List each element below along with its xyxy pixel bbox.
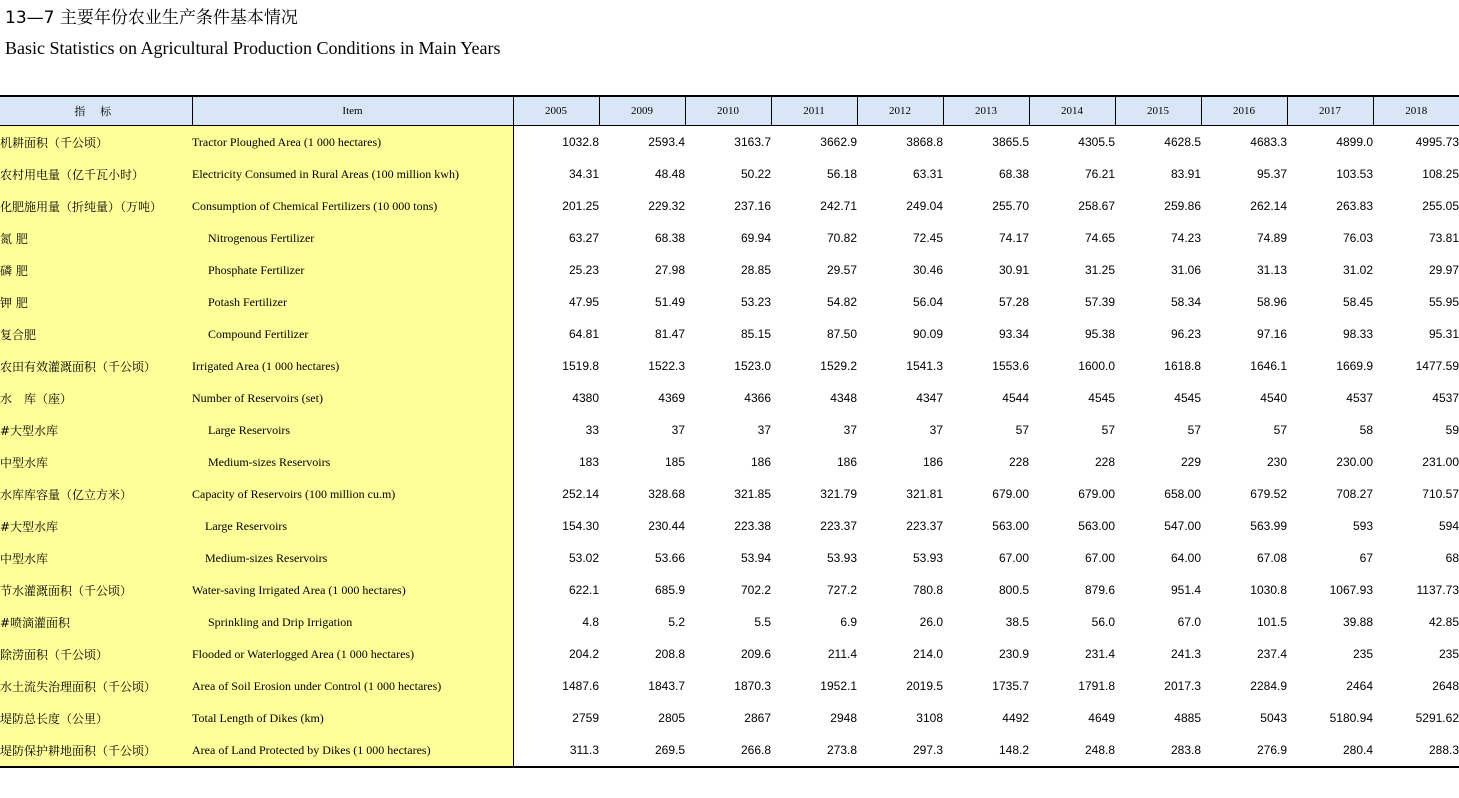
value-cell: 76.03 bbox=[1342, 231, 1373, 245]
header-year: 2018 bbox=[1373, 96, 1459, 126]
value-cell: 223.37 bbox=[820, 519, 857, 533]
value-cell: 2805 bbox=[658, 711, 685, 725]
value-cell: 231.4 bbox=[1084, 647, 1115, 661]
value-cell: 328.68 bbox=[648, 487, 685, 501]
value-cell: 1519.8 bbox=[562, 359, 599, 373]
row-label-english: Compound Fertilizer bbox=[192, 318, 513, 350]
value-cell: 53.93 bbox=[912, 551, 943, 565]
row-label-chinese: 复合肥 bbox=[0, 318, 192, 350]
value-cell: 229.32 bbox=[648, 199, 685, 213]
value-cell: 38.5 bbox=[1005, 615, 1029, 629]
value-cell: 321.81 bbox=[906, 487, 943, 501]
value-cell: 93.34 bbox=[998, 327, 1029, 341]
value-cell: 83.91 bbox=[1170, 167, 1201, 181]
value-cell: 229 bbox=[1180, 455, 1201, 469]
value-cell: 31.02 bbox=[1342, 263, 1373, 277]
value-cell: 58.96 bbox=[1256, 295, 1287, 309]
row-label-chinese: #大型水库 bbox=[0, 510, 192, 542]
value-cell: 76.21 bbox=[1084, 167, 1115, 181]
value-cell: 97.16 bbox=[1256, 327, 1287, 341]
row-label-chinese: 中型水库 bbox=[0, 542, 192, 574]
row-label-chinese: 中型水库 bbox=[0, 446, 192, 478]
value-cell: 209.6 bbox=[740, 647, 771, 661]
value-cell: 48.48 bbox=[654, 167, 685, 181]
header-year: 2009 bbox=[599, 96, 685, 126]
row-label-english: Tractor Ploughed Area (1 000 hectares) bbox=[192, 126, 513, 159]
value-cell: 57 bbox=[1101, 423, 1115, 437]
row-label-chinese: #喷滴灌面积 bbox=[0, 606, 192, 638]
value-cell: 255.05 bbox=[1422, 199, 1459, 213]
value-cell: 154.30 bbox=[562, 519, 599, 533]
value-cell: 96.23 bbox=[1170, 327, 1201, 341]
value-cell: 283.8 bbox=[1115, 734, 1201, 767]
row-label-english: Irrigated Area (1 000 hectares) bbox=[192, 350, 513, 382]
header-year: 2013 bbox=[943, 96, 1029, 126]
value-cell: 311.3 bbox=[513, 734, 599, 767]
value-cell: 1487.6 bbox=[562, 679, 599, 693]
value-cell: 228 bbox=[1008, 455, 1029, 469]
value-cell: 211.4 bbox=[827, 647, 857, 661]
row-label-english: Area of Land Protected by Dikes (1 000 hectares) bbox=[192, 734, 513, 767]
value-cell: 2593.4 bbox=[648, 135, 685, 149]
value-cell: 74.89 bbox=[1256, 231, 1287, 245]
value-cell: 5180.94 bbox=[1329, 711, 1373, 725]
table-row bbox=[0, 190, 1459, 222]
value-cell: 51.49 bbox=[654, 295, 685, 309]
value-cell: 297.3 bbox=[857, 734, 943, 767]
value-cell: 702.2 bbox=[740, 583, 771, 597]
value-cell: 1791.8 bbox=[1078, 679, 1115, 693]
value-cell: 547.00 bbox=[1164, 519, 1201, 533]
row-label-english: Potash Fertilizer bbox=[192, 286, 513, 318]
value-cell: 53.94 bbox=[740, 551, 771, 565]
value-cell: 269.5 bbox=[599, 734, 685, 767]
table-row bbox=[0, 542, 1459, 574]
value-cell: 594 bbox=[1438, 519, 1459, 533]
value-cell: 204.2 bbox=[568, 647, 599, 661]
value-cell: 1843.7 bbox=[648, 679, 685, 693]
row-label-english: Electricity Consumed in Rural Areas (100 million kwh) bbox=[192, 158, 513, 190]
value-cell: 230.00 bbox=[1336, 455, 1373, 469]
value-cell: 679.52 bbox=[1250, 487, 1287, 501]
table-row bbox=[0, 478, 1459, 510]
value-cell: 101.5 bbox=[1256, 615, 1287, 629]
value-cell: 259.86 bbox=[1164, 199, 1201, 213]
value-cell: 63.31 bbox=[912, 167, 943, 181]
value-cell: 4540 bbox=[1260, 391, 1287, 405]
table-row bbox=[0, 638, 1459, 670]
value-cell: 1529.2 bbox=[820, 359, 857, 373]
value-cell: 4544 bbox=[1002, 391, 1029, 405]
value-cell: 4348 bbox=[830, 391, 857, 405]
value-cell: 27.98 bbox=[654, 263, 685, 277]
value-cell: 231.00 bbox=[1422, 455, 1459, 469]
header-year: 2005 bbox=[513, 96, 599, 126]
value-cell: 31.25 bbox=[1084, 263, 1115, 277]
value-cell: 69.94 bbox=[740, 231, 771, 245]
value-cell: 57 bbox=[1273, 423, 1287, 437]
value-cell: 186 bbox=[750, 455, 771, 469]
row-label-english: Sprinkling and Drip Irrigation bbox=[192, 606, 513, 638]
table-row bbox=[0, 670, 1459, 702]
value-cell: 248.8 bbox=[1029, 734, 1115, 767]
value-cell: 64.81 bbox=[568, 327, 599, 341]
table-row bbox=[0, 382, 1459, 414]
value-cell: 90.09 bbox=[912, 327, 943, 341]
value-cell: 780.8 bbox=[912, 583, 943, 597]
value-cell: 2019.5 bbox=[906, 679, 943, 693]
value-cell: 2867 bbox=[744, 711, 771, 725]
value-cell: 28.85 bbox=[740, 263, 771, 277]
value-cell: 255.70 bbox=[992, 199, 1029, 213]
value-cell: 242.71 bbox=[820, 199, 857, 213]
header-indicator: 指 标 bbox=[0, 96, 192, 126]
value-cell: 74.23 bbox=[1170, 231, 1201, 245]
value-cell: 29.97 bbox=[1428, 263, 1459, 277]
value-cell: 57 bbox=[1187, 423, 1201, 437]
value-cell: 1870.3 bbox=[734, 679, 771, 693]
value-cell: 87.50 bbox=[826, 327, 857, 341]
value-cell: 4995.73 bbox=[1415, 135, 1459, 149]
value-cell: 321.85 bbox=[734, 487, 771, 501]
row-label-english: Large Reservoirs bbox=[192, 414, 513, 446]
value-cell: 50.22 bbox=[740, 167, 771, 181]
value-cell: 2948 bbox=[830, 711, 857, 725]
value-cell: 4628.5 bbox=[1164, 135, 1201, 149]
value-cell: 95.31 bbox=[1428, 327, 1459, 341]
row-label-english: Capacity of Reservoirs (100 million cu.m) bbox=[192, 478, 513, 510]
table-row bbox=[0, 158, 1459, 190]
value-cell: 263.83 bbox=[1336, 199, 1373, 213]
table-row bbox=[0, 702, 1459, 734]
value-cell: 237.16 bbox=[734, 199, 771, 213]
value-cell: 249.04 bbox=[906, 199, 943, 213]
header-year: 2015 bbox=[1115, 96, 1201, 126]
value-cell: 4545 bbox=[1174, 391, 1201, 405]
value-cell: 563.00 bbox=[992, 519, 1029, 533]
header-year: 2011 bbox=[771, 96, 857, 126]
value-cell: 31.13 bbox=[1256, 263, 1287, 277]
value-cell: 4.8 bbox=[582, 615, 599, 629]
value-cell: 235 bbox=[1438, 647, 1459, 661]
value-cell: 42.85 bbox=[1428, 615, 1459, 629]
header-row bbox=[0, 96, 1459, 126]
table-row bbox=[0, 254, 1459, 286]
value-cell: 1477.59 bbox=[1415, 359, 1459, 373]
row-label-chinese: 节水灌溉面积（千公顷） bbox=[0, 574, 192, 606]
row-label-english: Medium-sizes Reservoirs bbox=[192, 446, 513, 478]
value-cell: 710.57 bbox=[1422, 487, 1459, 501]
value-cell: 230.9 bbox=[998, 647, 1029, 661]
table-row bbox=[0, 222, 1459, 254]
table-row bbox=[0, 350, 1459, 382]
value-cell: 223.37 bbox=[906, 519, 943, 533]
value-cell: 262.14 bbox=[1250, 199, 1287, 213]
value-cell: 1523.0 bbox=[734, 359, 771, 373]
value-cell: 1541.3 bbox=[906, 359, 943, 373]
row-label-english: Water-saving Irrigated Area (1 000 hectares) bbox=[192, 574, 513, 606]
value-cell: 74.65 bbox=[1084, 231, 1115, 245]
value-cell: 4649 bbox=[1088, 711, 1115, 725]
value-cell: 47.95 bbox=[568, 295, 599, 309]
value-cell: 2464 bbox=[1346, 679, 1373, 693]
value-cell: 273.8 bbox=[771, 734, 857, 767]
value-cell: 1032.8 bbox=[562, 135, 599, 149]
value-cell: 228 bbox=[1094, 455, 1115, 469]
value-cell: 57.39 bbox=[1084, 295, 1115, 309]
value-cell: 58.45 bbox=[1342, 295, 1373, 309]
value-cell: 1735.7 bbox=[992, 679, 1029, 693]
row-label-chinese: 化肥施用量（折纯量）（万吨） bbox=[0, 190, 192, 222]
value-cell: 55.95 bbox=[1428, 295, 1459, 309]
value-cell: 74.17 bbox=[998, 231, 1029, 245]
row-label-english: Flooded or Waterlogged Area (1 000 hectares) bbox=[192, 638, 513, 670]
value-cell: 622.1 bbox=[568, 583, 599, 597]
row-label-english: Phosphate Fertilizer bbox=[192, 254, 513, 286]
value-cell: 593 bbox=[1352, 519, 1373, 533]
value-cell: 266.8 bbox=[685, 734, 771, 767]
value-cell: 67.00 bbox=[998, 551, 1029, 565]
table-row bbox=[0, 606, 1459, 638]
row-label-chinese: 农田有效灌溉面积（千公顷） bbox=[0, 350, 192, 382]
value-cell: 185 bbox=[664, 455, 685, 469]
row-label-english: Area of Soil Erosion under Control (1 000 hectares) bbox=[192, 670, 513, 702]
value-cell: 186 bbox=[922, 455, 943, 469]
value-cell: 1618.8 bbox=[1164, 359, 1201, 373]
value-cell: 4305.5 bbox=[1078, 135, 1115, 149]
value-cell: 4885 bbox=[1174, 711, 1201, 725]
header-item: Item bbox=[192, 96, 513, 126]
value-cell: 26.0 bbox=[919, 615, 943, 629]
value-cell: 85.15 bbox=[740, 327, 771, 341]
value-cell: 276.9 bbox=[1201, 734, 1287, 767]
row-label-chinese: 水库库容量（亿立方米） bbox=[0, 478, 192, 510]
value-cell: 237.4 bbox=[1256, 647, 1287, 661]
value-cell: 5.2 bbox=[668, 615, 685, 629]
value-cell: 37 bbox=[671, 423, 685, 437]
header-year: 2010 bbox=[685, 96, 771, 126]
value-cell: 95.37 bbox=[1256, 167, 1287, 181]
value-cell: 201.25 bbox=[562, 199, 599, 213]
table-row bbox=[0, 574, 1459, 606]
row-label-chinese: 堤防总长度（公里） bbox=[0, 702, 192, 734]
value-cell: 5291.62 bbox=[1415, 711, 1459, 725]
value-cell: 3662.9 bbox=[820, 135, 857, 149]
value-cell: 280.4 bbox=[1287, 734, 1373, 767]
value-cell: 148.2 bbox=[943, 734, 1029, 767]
value-cell: 64.00 bbox=[1170, 551, 1201, 565]
value-cell: 103.53 bbox=[1336, 167, 1373, 181]
row-label-chinese: 农村用电量（亿千瓦小时） bbox=[0, 158, 192, 190]
value-cell: 30.91 bbox=[998, 263, 1029, 277]
row-label-english: Nitrogenous Fertilizer bbox=[192, 222, 513, 254]
value-cell: 53.66 bbox=[654, 551, 685, 565]
value-cell: 58.34 bbox=[1170, 295, 1201, 309]
value-cell: 4347 bbox=[916, 391, 943, 405]
table-row bbox=[0, 286, 1459, 318]
value-cell: 3108 bbox=[916, 711, 943, 725]
row-label-chinese: 氮 肥 bbox=[0, 222, 192, 254]
value-cell: 658.00 bbox=[1164, 487, 1201, 501]
value-cell: 37 bbox=[843, 423, 857, 437]
value-cell: 223.38 bbox=[734, 519, 771, 533]
value-cell: 98.33 bbox=[1342, 327, 1373, 341]
value-cell: 33 bbox=[585, 423, 599, 437]
header-year: 2014 bbox=[1029, 96, 1115, 126]
value-cell: 63.27 bbox=[568, 231, 599, 245]
value-cell: 34.31 bbox=[568, 167, 599, 181]
value-cell: 53.93 bbox=[826, 551, 857, 565]
value-cell: 4380 bbox=[572, 391, 599, 405]
value-cell: 3865.5 bbox=[992, 135, 1029, 149]
value-cell: 95.38 bbox=[1084, 327, 1115, 341]
value-cell: 3868.8 bbox=[906, 135, 943, 149]
value-cell: 186 bbox=[836, 455, 857, 469]
value-cell: 1600.0 bbox=[1078, 359, 1115, 373]
value-cell: 1646.1 bbox=[1250, 359, 1287, 373]
value-cell: 53.23 bbox=[740, 295, 771, 309]
value-cell: 800.5 bbox=[998, 583, 1029, 597]
value-cell: 4537 bbox=[1346, 391, 1373, 405]
value-cell: 2648 bbox=[1432, 679, 1459, 693]
value-cell: 4492 bbox=[1002, 711, 1029, 725]
value-cell: 679.00 bbox=[992, 487, 1029, 501]
value-cell: 57.28 bbox=[998, 295, 1029, 309]
value-cell: 230.44 bbox=[648, 519, 685, 533]
value-cell: 67.00 bbox=[1084, 551, 1115, 565]
value-cell: 2284.9 bbox=[1250, 679, 1287, 693]
table-row bbox=[0, 126, 1459, 159]
row-label-chinese: 除涝面积（千公顷） bbox=[0, 638, 192, 670]
value-cell: 37 bbox=[929, 423, 943, 437]
value-cell: 4545 bbox=[1088, 391, 1115, 405]
value-cell: 70.82 bbox=[826, 231, 857, 245]
table-row bbox=[0, 446, 1459, 478]
row-label-english: Total Length of Dikes (km) bbox=[192, 702, 513, 734]
value-cell: 37 bbox=[757, 423, 771, 437]
value-cell: 951.4 bbox=[1170, 583, 1201, 597]
value-cell: 59 bbox=[1445, 423, 1459, 437]
value-cell: 67.0 bbox=[1177, 615, 1201, 629]
row-label-english: Large Reservoirs bbox=[192, 510, 513, 542]
value-cell: 563.99 bbox=[1250, 519, 1287, 533]
header-year: 2017 bbox=[1287, 96, 1373, 126]
value-cell: 214.0 bbox=[912, 647, 943, 661]
row-label-chinese: 钾 肥 bbox=[0, 286, 192, 318]
value-cell: 58 bbox=[1359, 423, 1373, 437]
value-cell: 29.57 bbox=[826, 263, 857, 277]
value-cell: 6.9 bbox=[840, 615, 857, 629]
value-cell: 321.79 bbox=[820, 487, 857, 501]
value-cell: 2017.3 bbox=[1164, 679, 1201, 693]
value-cell: 81.47 bbox=[654, 327, 685, 341]
value-cell: 1522.3 bbox=[648, 359, 685, 373]
value-cell: 252.14 bbox=[562, 487, 599, 501]
value-cell: 54.82 bbox=[826, 295, 857, 309]
row-label-chinese: 水土流失治理面积（千公顷） bbox=[0, 670, 192, 702]
value-cell: 5.5 bbox=[754, 615, 771, 629]
value-cell: 208.8 bbox=[654, 647, 685, 661]
table-body bbox=[0, 126, 1459, 768]
value-cell: 67.08 bbox=[1256, 551, 1287, 565]
value-cell: 288.3 bbox=[1373, 734, 1459, 767]
table-row bbox=[0, 414, 1459, 446]
value-cell: 4899.0 bbox=[1336, 135, 1373, 149]
value-cell: 685.9 bbox=[654, 583, 685, 597]
value-cell: 183 bbox=[578, 455, 599, 469]
value-cell: 1669.9 bbox=[1336, 359, 1373, 373]
value-cell: 1067.93 bbox=[1329, 583, 1373, 597]
value-cell: 30.46 bbox=[912, 263, 943, 277]
value-cell: 56.04 bbox=[912, 295, 943, 309]
row-label-chinese: #大型水库 bbox=[0, 414, 192, 446]
table-title-english: Basic Statistics on Agricultural Production Conditions in Main Years bbox=[5, 38, 501, 58]
value-cell: 1952.1 bbox=[820, 679, 857, 693]
value-cell: 241.3 bbox=[1170, 647, 1201, 661]
value-cell: 25.23 bbox=[568, 263, 599, 277]
value-cell: 5043 bbox=[1260, 711, 1287, 725]
row-label-chinese: 水 库（座） bbox=[0, 382, 192, 414]
value-cell: 230 bbox=[1266, 455, 1287, 469]
value-cell: 56.0 bbox=[1091, 615, 1115, 629]
row-label-english: Medium-sizes Reservoirs bbox=[192, 542, 513, 574]
value-cell: 67 bbox=[1359, 551, 1373, 565]
value-cell: 1137.73 bbox=[1416, 583, 1459, 597]
value-cell: 68 bbox=[1445, 551, 1459, 565]
value-cell: 72.45 bbox=[912, 231, 943, 245]
value-cell: 1030.8 bbox=[1250, 583, 1287, 597]
row-label-chinese: 机耕面积（千公顷） bbox=[0, 126, 192, 159]
row-label-chinese: 磷 肥 bbox=[0, 254, 192, 286]
header-year: 2016 bbox=[1201, 96, 1287, 126]
value-cell: 563.00 bbox=[1078, 519, 1115, 533]
value-cell: 1553.6 bbox=[992, 359, 1029, 373]
value-cell: 53.02 bbox=[568, 551, 599, 565]
header-year: 2012 bbox=[857, 96, 943, 126]
value-cell: 39.88 bbox=[1342, 615, 1373, 629]
table-row bbox=[0, 734, 1459, 767]
value-cell: 708.27 bbox=[1336, 487, 1373, 501]
table-row bbox=[0, 318, 1459, 350]
value-cell: 727.2 bbox=[826, 583, 857, 597]
value-cell: 68.38 bbox=[654, 231, 685, 245]
value-cell: 56.18 bbox=[826, 167, 857, 181]
value-cell: 879.6 bbox=[1084, 583, 1115, 597]
value-cell: 4537 bbox=[1432, 391, 1459, 405]
row-label-english: Consumption of Chemical Fertilizers (10 000 tons) bbox=[192, 190, 513, 222]
value-cell: 3163.7 bbox=[734, 135, 771, 149]
value-cell: 31.06 bbox=[1170, 263, 1201, 277]
table-title-chinese: 13—7 主要年份农业生产条件基本情况 bbox=[5, 8, 298, 28]
value-cell: 4366 bbox=[744, 391, 771, 405]
value-cell: 57 bbox=[1015, 423, 1029, 437]
value-cell: 108.25 bbox=[1422, 167, 1459, 181]
value-cell: 679.00 bbox=[1078, 487, 1115, 501]
table-row bbox=[0, 510, 1459, 542]
statistics-table bbox=[0, 95, 1459, 768]
value-cell: 235 bbox=[1352, 647, 1373, 661]
value-cell: 4683.3 bbox=[1250, 135, 1287, 149]
value-cell: 2759 bbox=[572, 711, 599, 725]
value-cell: 68.38 bbox=[998, 167, 1029, 181]
value-cell: 4369 bbox=[658, 391, 685, 405]
value-cell: 73.81 bbox=[1428, 231, 1459, 245]
row-label-chinese: 堤防保护耕地面积（千公顷） bbox=[0, 734, 192, 767]
value-cell: 258.67 bbox=[1078, 199, 1115, 213]
row-label-english: Number of Reservoirs (set) bbox=[192, 382, 513, 414]
